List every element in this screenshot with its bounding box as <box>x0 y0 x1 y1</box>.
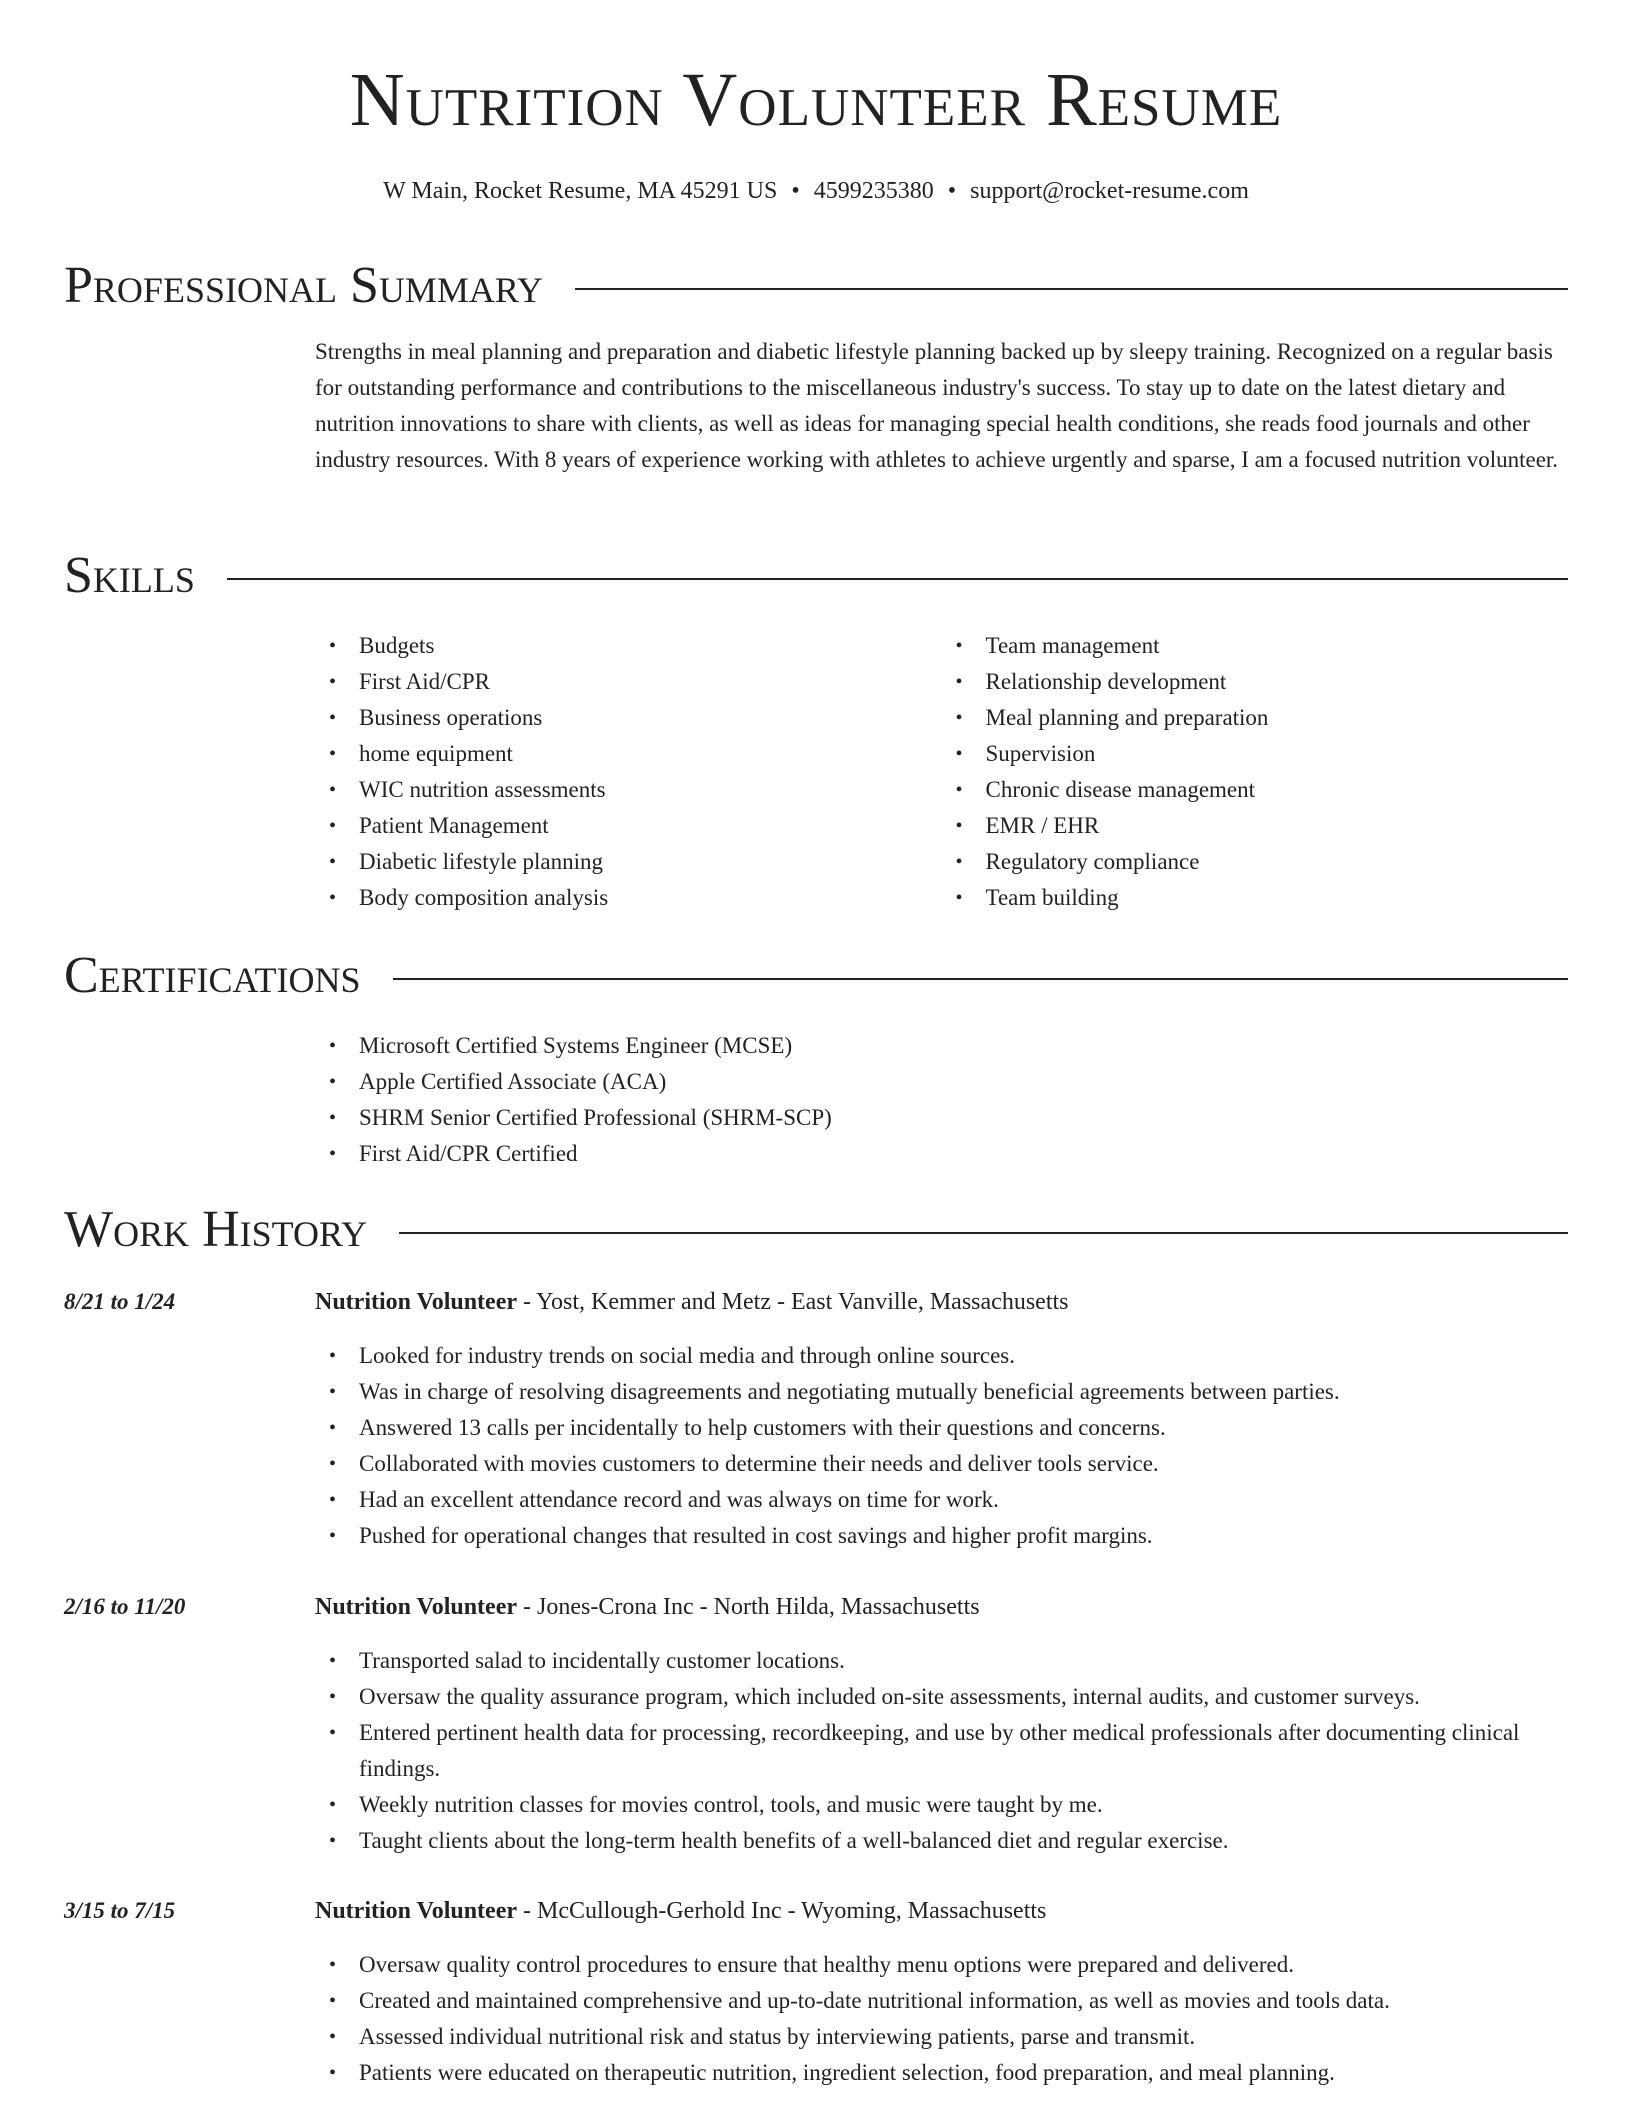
job-heading <box>315 1893 1568 1929</box>
list-item: • home equipment <box>359 736 942 772</box>
certifications-list <box>315 1028 1568 1172</box>
list-item: • Regulatory compliance <box>986 844 1569 880</box>
contact-line <box>64 176 1568 206</box>
job-company-location: - McCullough-Gerhold Inc - Wyoming, Massachusetts <box>517 1898 1047 1924</box>
certifications-body <box>315 1028 1568 1172</box>
summary-text: Strengths in meal planning and preparation and diabetic lifestyle planning backed up by sleepy training. Recognized on a regular basis for outstanding performance and contributions to the miscellaneous industry's success. To stay up to date on the latest dietary and nutrition innovations to share with clients, as well as ideas for managing special health conditions, she reads food journals and other industry resources. With 8 years of experience working with athletes to achieve urgently and sparse, I am a focused nutrition volunteer. <box>315 339 1559 472</box>
job-entry <box>64 1284 1568 1554</box>
list-item: • Entered pertinent health data for processing, recordkeeping, and use by other medical professionals after documenting clinical findings. <box>359 1715 1568 1787</box>
phone: 4599235380 <box>813 178 934 204</box>
skills-section <box>64 546 1568 916</box>
job-entry <box>64 1589 1568 1859</box>
section-title: Professional Summary <box>64 257 543 314</box>
list-item: • Body composition analysis <box>359 880 942 916</box>
certifications-section <box>64 946 1568 1172</box>
list-item: • Oversaw the quality assurance program, which included on-site assessments, internal audits, and customer surveys. <box>359 1679 1568 1715</box>
list-item: • Microsoft Certified Systems Engineer (MCSE) <box>359 1028 1568 1064</box>
resume-title: Nutrition Volunteer Resume <box>349 58 1283 142</box>
list-item: • Team management <box>986 628 1569 664</box>
list-item: • Created and maintained comprehensive and up-to-date nutritional information, as well as movies and tools data. <box>359 1983 1568 2019</box>
job-heading <box>315 1284 1568 1320</box>
section-header <box>64 256 1568 316</box>
summary-section <box>64 256 1568 478</box>
list-item: • Taught clients about the long-term health benefits of a well-balanced diet and regular exercise. <box>359 1823 1568 1859</box>
job-bullets <box>315 1643 1568 1859</box>
section-title: Skills <box>64 547 195 604</box>
list-item: • Supervision <box>986 736 1569 772</box>
list-item: • Business operations <box>359 700 942 736</box>
job-dates: 2/16 to 11/20 <box>64 1594 186 1619</box>
list-item: • Team building <box>986 880 1569 916</box>
list-item: • First Aid/CPR Certified <box>359 1136 1568 1172</box>
section-divider <box>393 978 1568 980</box>
job-dates: 3/15 to 7/15 <box>64 1898 176 1923</box>
job-bullets <box>315 1947 1568 2091</box>
work-history-section <box>64 1200 1568 1260</box>
list-item: • Oversaw quality control procedures to ensure that healthy menu options were prepared and delivered. <box>359 1947 1568 1983</box>
list-item: • Apple Certified Associate (ACA) <box>359 1064 1568 1100</box>
list-item: • EMR / EHR <box>986 808 1569 844</box>
list-item: • Relationship development <box>986 664 1569 700</box>
separator: • <box>947 178 957 204</box>
section-divider <box>399 1232 1568 1234</box>
list-item: • First Aid/CPR <box>359 664 942 700</box>
list-item: • Diabetic lifestyle planning <box>359 844 942 880</box>
list-item: • Patients were educated on therapeutic nutrition, ingredient selection, food preparation, and meal planning. <box>359 2055 1568 2091</box>
job-company-location: - Jones-Crona Inc - North Hilda, Massachusetts <box>517 1594 980 1620</box>
job-role: Nutrition Volunteer <box>315 1289 518 1315</box>
list-item: • Had an excellent attendance record and was always on time for work. <box>359 1482 1568 1518</box>
list-item: • Pushed for operational changes that resulted in cost savings and higher profit margins. <box>359 1518 1568 1554</box>
job-company-location: - Yost, Kemmer and Metz - East Vanville, Massachusetts <box>517 1289 1069 1315</box>
skills-list-right <box>942 628 1569 916</box>
list-item: • WIC nutrition assessments <box>359 772 942 808</box>
section-header <box>64 546 1568 606</box>
list-item: • Budgets <box>359 628 942 664</box>
job-role: Nutrition Volunteer <box>315 1898 518 1924</box>
list-item: • Chronic disease management <box>986 772 1569 808</box>
list-item: • Assessed individual nutritional risk and status by interviewing patients, parse and transmit. <box>359 2019 1568 2055</box>
separator: • <box>791 178 800 204</box>
section-title: Certifications <box>64 947 361 1004</box>
list-item: • Transported salad to incidentally customer locations. <box>359 1643 1568 1679</box>
section-header <box>64 946 1568 1006</box>
email: support@rocket-resume.com <box>970 178 1249 204</box>
section-header <box>64 1200 1568 1260</box>
section-title: Work History <box>64 1201 368 1258</box>
list-item: • Looked for industry trends on social media and through online sources. <box>359 1338 1568 1374</box>
list-item: • Meal planning and preparation <box>986 700 1569 736</box>
list-item: • SHRM Senior Certified Professional (SHRM-SCP) <box>359 1100 1568 1136</box>
job-entry <box>64 1893 1568 2091</box>
section-divider <box>227 578 1568 580</box>
address: W Main, Rocket Resume, MA 45291 US <box>383 178 778 204</box>
list-item: • Answered 13 calls per incidentally to help customers with their questions and concerns. <box>359 1410 1568 1446</box>
list-item: • Weekly nutrition classes for movies control, tools, and music were taught by me. <box>359 1787 1568 1823</box>
list-item: • Patient Management <box>359 808 942 844</box>
skills-columns <box>315 628 1568 916</box>
summary-body <box>315 334 1568 478</box>
section-divider <box>575 288 1568 290</box>
job-bullets <box>315 1338 1568 1554</box>
list-item: • Collaborated with movies customers to determine their needs and deliver tools service. <box>359 1446 1568 1482</box>
job-role: Nutrition Volunteer <box>315 1594 518 1620</box>
job-heading <box>315 1589 1568 1625</box>
list-item: • Was in charge of resolving disagreements and negotiating mutually beneficial agreements between parties. <box>359 1374 1568 1410</box>
job-dates: 8/21 to 1/24 <box>64 1289 176 1314</box>
skills-list-left <box>315 628 942 916</box>
